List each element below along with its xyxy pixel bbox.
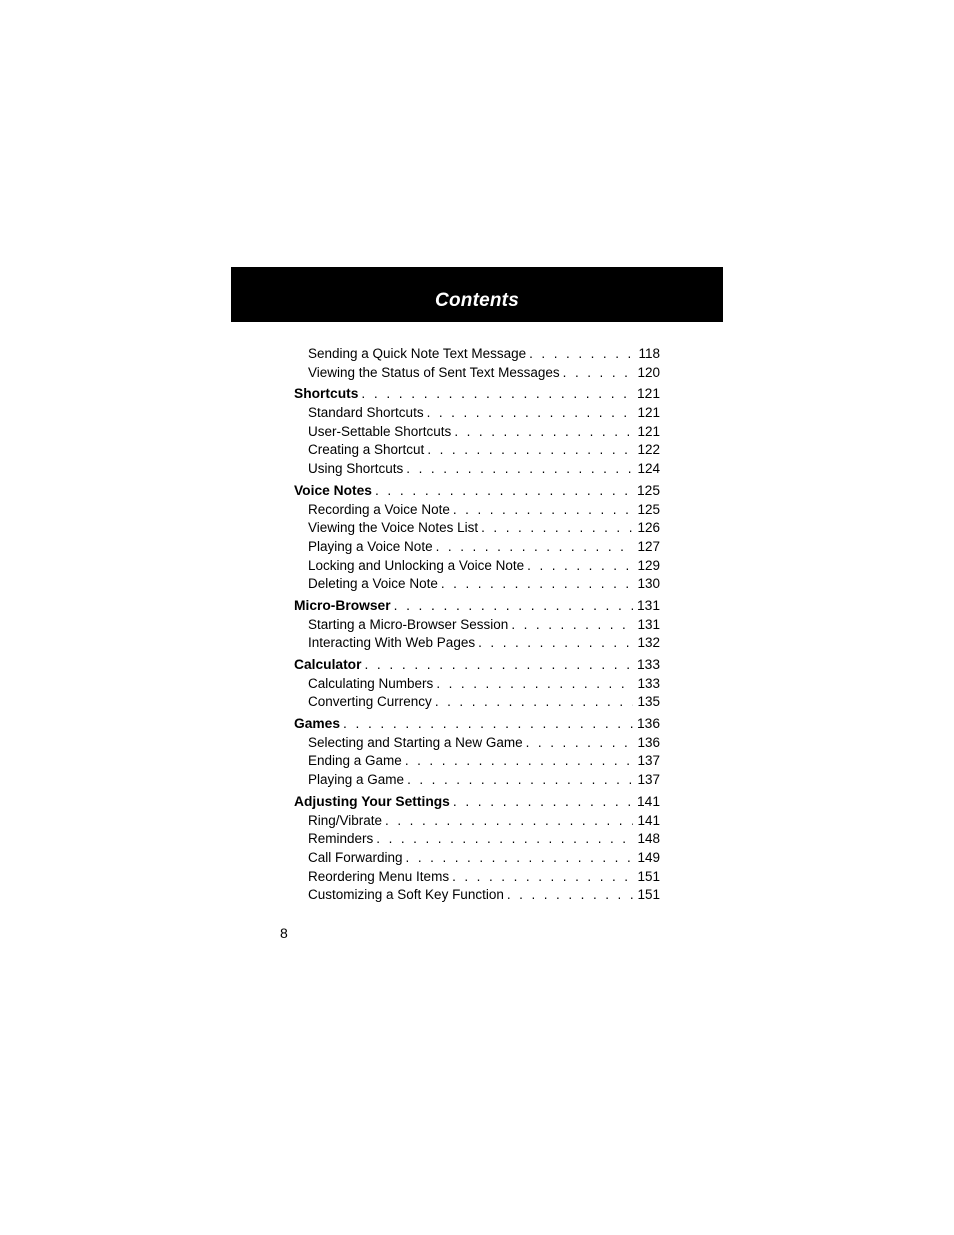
dot-leader bbox=[511, 616, 633, 635]
toc-entry-label: Locking and Unlocking a Voice Note bbox=[308, 557, 525, 573]
page-number: 8 bbox=[280, 925, 288, 941]
toc-entry[interactable] bbox=[294, 752, 660, 771]
dot-leader bbox=[406, 460, 633, 479]
dot-leader bbox=[453, 501, 634, 520]
toc-entry[interactable] bbox=[294, 830, 660, 849]
dot-leader bbox=[454, 423, 633, 442]
toc-entry-page: 125 bbox=[637, 501, 660, 517]
toc-entry[interactable] bbox=[294, 771, 660, 790]
dot-leader bbox=[376, 830, 633, 849]
dot-leader bbox=[406, 849, 634, 868]
dot-leader bbox=[361, 385, 633, 404]
dot-leader bbox=[529, 345, 634, 364]
toc-entry-label: Reordering Menu Items bbox=[308, 868, 450, 884]
toc-entry[interactable] bbox=[294, 423, 660, 442]
dot-leader bbox=[427, 404, 634, 423]
dot-leader bbox=[478, 634, 633, 653]
toc-entry[interactable] bbox=[294, 693, 660, 712]
toc-section-label: Voice Notes bbox=[294, 482, 372, 498]
toc-entry-label: Standard Shortcuts bbox=[308, 405, 424, 421]
toc-entry-label: Ending a Game bbox=[308, 753, 402, 769]
toc-section-label: Micro-Browser bbox=[294, 597, 391, 613]
dot-leader bbox=[375, 482, 633, 501]
toc-section-micro-browser[interactable] bbox=[294, 597, 660, 616]
dot-leader bbox=[385, 812, 633, 831]
toc-entry-page: 122 bbox=[637, 442, 660, 458]
toc-entry[interactable] bbox=[294, 575, 660, 594]
toc-entry-page: 125 bbox=[636, 482, 660, 498]
toc-entry-label: Starting a Micro-Browser Session bbox=[308, 616, 509, 632]
toc-section-calculator[interactable] bbox=[294, 656, 660, 675]
dot-leader bbox=[427, 441, 633, 460]
toc-entry[interactable] bbox=[294, 812, 660, 831]
dot-leader bbox=[407, 771, 633, 790]
toc-entry-label: Creating a Shortcut bbox=[308, 442, 425, 458]
toc-entry[interactable] bbox=[294, 345, 660, 364]
dot-leader bbox=[364, 656, 633, 675]
toc-entry[interactable] bbox=[294, 849, 660, 868]
toc-entry[interactable] bbox=[294, 616, 660, 635]
toc-entry-page: 135 bbox=[637, 694, 660, 710]
dot-leader bbox=[394, 597, 633, 616]
toc-entry-label: Viewing the Status of Sent Text Messages bbox=[308, 364, 560, 380]
toc-entry-page: 131 bbox=[637, 616, 660, 632]
dot-leader bbox=[436, 538, 634, 557]
toc-section-adjusting-your-settings[interactable] bbox=[294, 793, 660, 812]
toc-entry-label: Viewing the Voice Notes List bbox=[308, 520, 479, 536]
dot-leader bbox=[436, 675, 633, 694]
dot-leader bbox=[405, 752, 634, 771]
page-title: Contents bbox=[435, 290, 519, 311]
toc-entry[interactable] bbox=[294, 519, 660, 538]
dot-leader bbox=[507, 886, 634, 905]
toc-entry-label: Sending a Quick Note Text Message bbox=[308, 346, 527, 361]
dot-leader bbox=[453, 793, 633, 812]
toc-entry-label: Deleting a Voice Note bbox=[308, 576, 438, 592]
toc-entry[interactable] bbox=[294, 460, 660, 479]
toc-entry-page: 131 bbox=[636, 597, 660, 613]
toc-entry-label: User-Settable Shortcuts bbox=[308, 423, 452, 439]
table-of-contents bbox=[294, 345, 660, 905]
toc-entry[interactable] bbox=[294, 441, 660, 460]
toc-entry-label: Playing a Voice Note bbox=[308, 538, 433, 554]
dot-leader bbox=[481, 519, 633, 538]
toc-entry-page: 141 bbox=[637, 812, 660, 828]
toc-entry[interactable] bbox=[294, 557, 660, 576]
dot-leader bbox=[441, 575, 634, 594]
toc-entry-page: 121 bbox=[637, 405, 660, 421]
toc-section-label: Adjusting Your Settings bbox=[294, 793, 450, 809]
toc-entry-label: Interacting With Web Pages bbox=[308, 635, 476, 651]
toc-entry-page: 118 bbox=[638, 346, 660, 361]
toc-entry-label: Calculating Numbers bbox=[308, 675, 434, 691]
toc-entry-page: 121 bbox=[636, 386, 660, 402]
toc-entry-page: 136 bbox=[636, 716, 660, 732]
toc-entry-label: Selecting and Starting a New Game bbox=[308, 734, 523, 750]
toc-entry-page: 132 bbox=[637, 635, 660, 651]
toc-entry-page: 126 bbox=[637, 520, 660, 536]
toc-entry[interactable] bbox=[294, 404, 660, 423]
toc-entry-page: 136 bbox=[637, 734, 660, 750]
toc-section-label: Calculator bbox=[294, 657, 362, 672]
toc-entry-label: Customizing a Soft Key Function bbox=[308, 887, 504, 903]
toc-section-label: Shortcuts bbox=[294, 386, 359, 402]
toc-entry[interactable] bbox=[294, 886, 660, 905]
toc-entry-page: 141 bbox=[636, 793, 660, 809]
dot-leader bbox=[435, 693, 634, 712]
toc-entry-page: 151 bbox=[637, 868, 660, 884]
toc-entry-page: 133 bbox=[636, 657, 660, 672]
toc-entry-page: 137 bbox=[637, 753, 660, 769]
toc-entry-page: 121 bbox=[637, 423, 660, 439]
dot-leader bbox=[526, 734, 634, 753]
contents-header-bar bbox=[231, 267, 723, 322]
toc-entry-label: Using Shortcuts bbox=[308, 461, 404, 477]
toc-entry[interactable] bbox=[294, 868, 660, 887]
toc-entry-label: Ring/Vibrate bbox=[308, 812, 383, 828]
dot-leader bbox=[452, 868, 633, 887]
dot-leader bbox=[343, 715, 633, 734]
toc-entry[interactable] bbox=[294, 364, 660, 383]
toc-entry-label: Recording a Voice Note bbox=[308, 501, 450, 517]
toc-entry-page: 137 bbox=[637, 772, 660, 788]
toc-entry-page: 148 bbox=[637, 831, 660, 847]
dot-leader bbox=[563, 364, 634, 383]
toc-entry-page: 130 bbox=[637, 576, 660, 592]
toc-entry[interactable] bbox=[294, 675, 660, 694]
toc-entry-label: Call Forwarding bbox=[308, 849, 403, 865]
toc-section-games[interactable] bbox=[294, 715, 660, 734]
toc-entry-page: 120 bbox=[637, 364, 660, 380]
toc-entry-label: Converting Currency bbox=[308, 694, 432, 710]
toc-entry[interactable] bbox=[294, 634, 660, 653]
toc-entry[interactable] bbox=[294, 734, 660, 753]
toc-section-shortcuts[interactable] bbox=[294, 385, 660, 404]
toc-entry-page: 129 bbox=[637, 557, 660, 573]
toc-section-label: Games bbox=[294, 716, 341, 732]
toc-entry-page: 124 bbox=[637, 461, 660, 477]
toc-entry-label: Playing a Game bbox=[308, 772, 405, 788]
toc-entry-page: 151 bbox=[637, 887, 660, 903]
toc-entry[interactable] bbox=[294, 538, 660, 557]
toc-entry[interactable] bbox=[294, 501, 660, 520]
toc-entry-page: 127 bbox=[637, 538, 660, 554]
toc-entry-label: Reminders bbox=[308, 831, 374, 847]
toc-section-voice-notes[interactable] bbox=[294, 482, 660, 501]
dot-leader bbox=[527, 557, 633, 576]
toc-entry-page: 149 bbox=[637, 849, 660, 865]
toc-entry-page: 133 bbox=[637, 675, 660, 691]
